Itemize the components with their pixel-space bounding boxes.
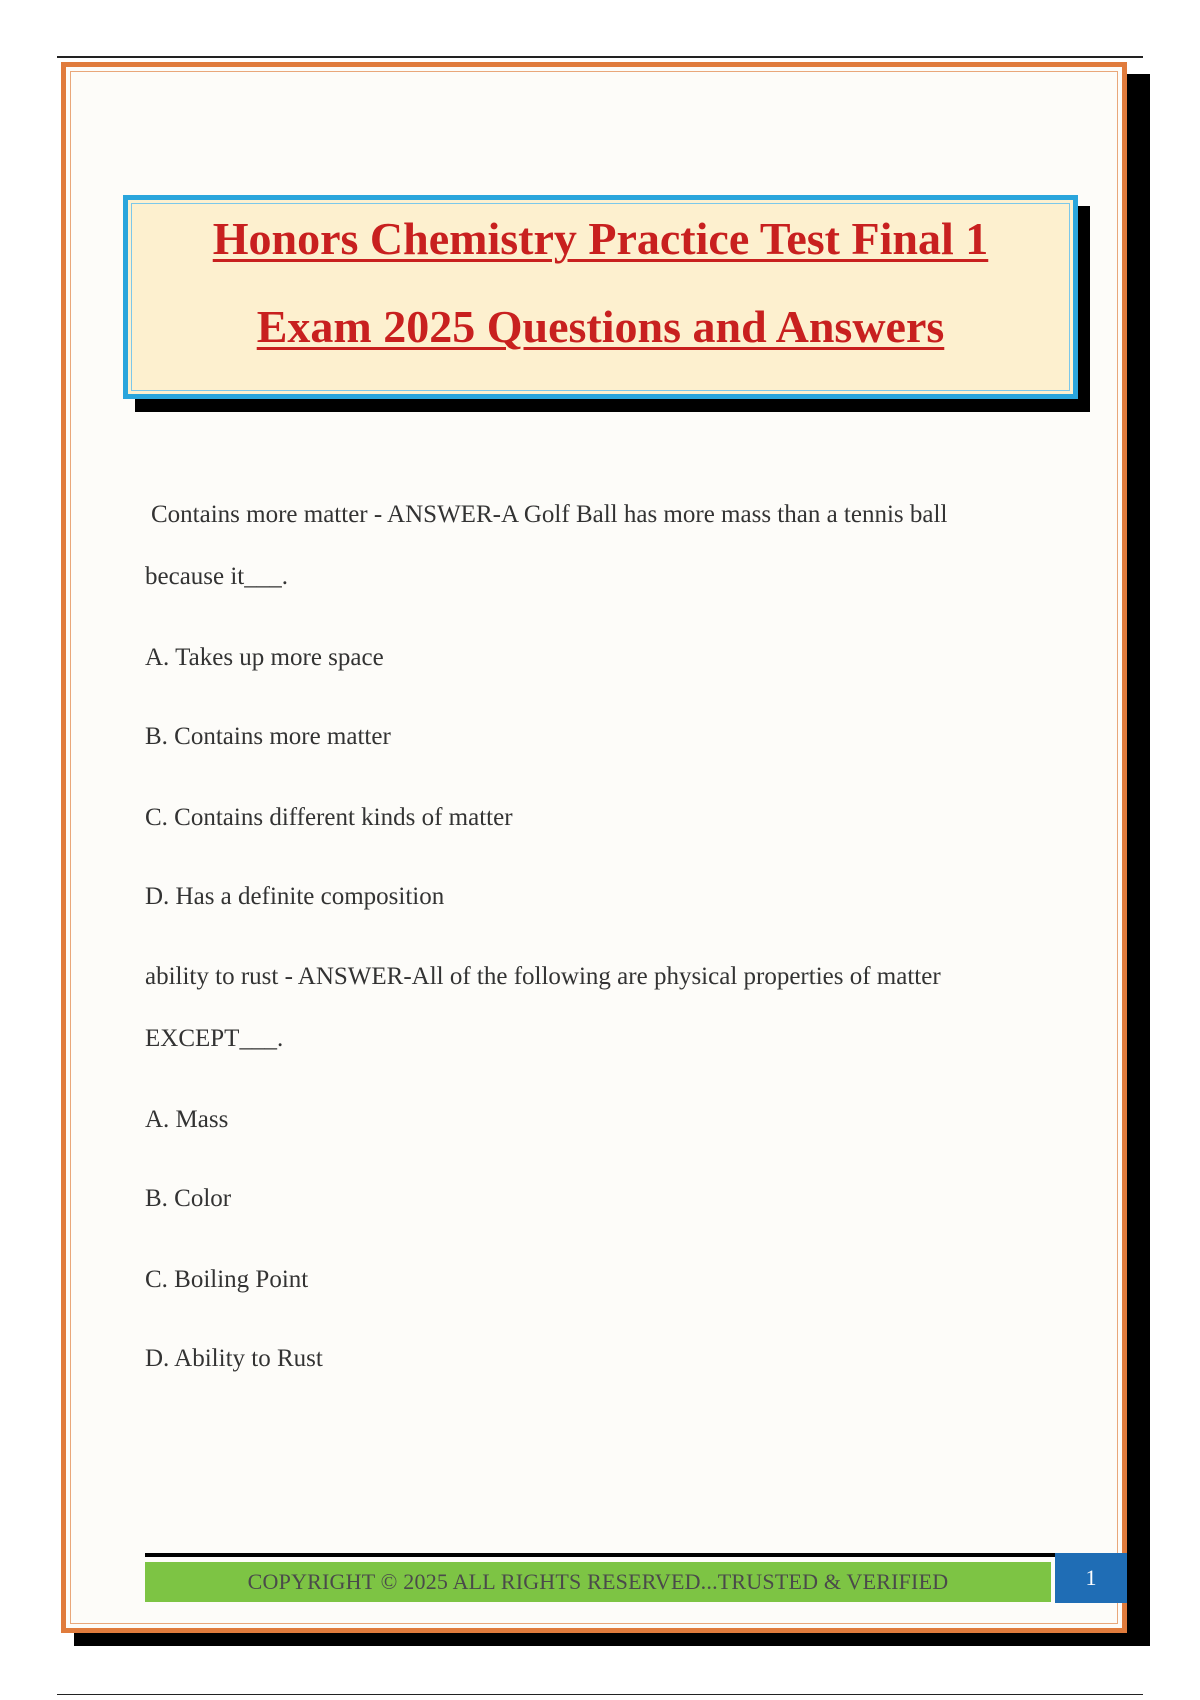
document-title-line-2: Exam 2025 Questions and Answers [256, 301, 945, 352]
question-2-prompt-line-2: EXCEPT___. [145, 1025, 284, 1052]
page-number: 1 [1055, 1553, 1127, 1603]
document-title-line-1: Honors Chemistry Practice Test Final 1 [212, 213, 989, 264]
question-2-prompt-line-1: ability to rust - ANSWER-All of the following are physical properties of matter [145, 963, 941, 990]
bottom-rule [57, 1694, 1143, 1695]
title-box [123, 195, 1078, 399]
question-2-option-a: A. Mass [145, 1106, 229, 1133]
footer-copyright: COPYRIGHT © 2025 ALL RIGHTS RESERVED...TRUSTED & VERIFIED [145, 1562, 1051, 1602]
question-1-prompt-line-1: Contains more matter - ANSWER-A Golf Ball has more mass than a tennis ball [151, 501, 948, 528]
footer-divider [145, 1553, 1055, 1557]
question-1-option-a: A. Takes up more space [145, 644, 384, 671]
question-2-option-c: C. Boiling Point [145, 1266, 309, 1293]
question-2-option-d: D. Ability to Rust [145, 1345, 323, 1372]
question-1-prompt-line-2: because it___. [145, 563, 289, 590]
question-2-option-b: B. Color [145, 1185, 232, 1212]
question-1-option-b: B. Contains more matter [145, 723, 391, 750]
question-1-option-c: C. Contains different kinds of matter [145, 804, 513, 831]
question-1-option-d: D. Has a definite composition [145, 883, 445, 910]
top-rule [57, 56, 1143, 58]
